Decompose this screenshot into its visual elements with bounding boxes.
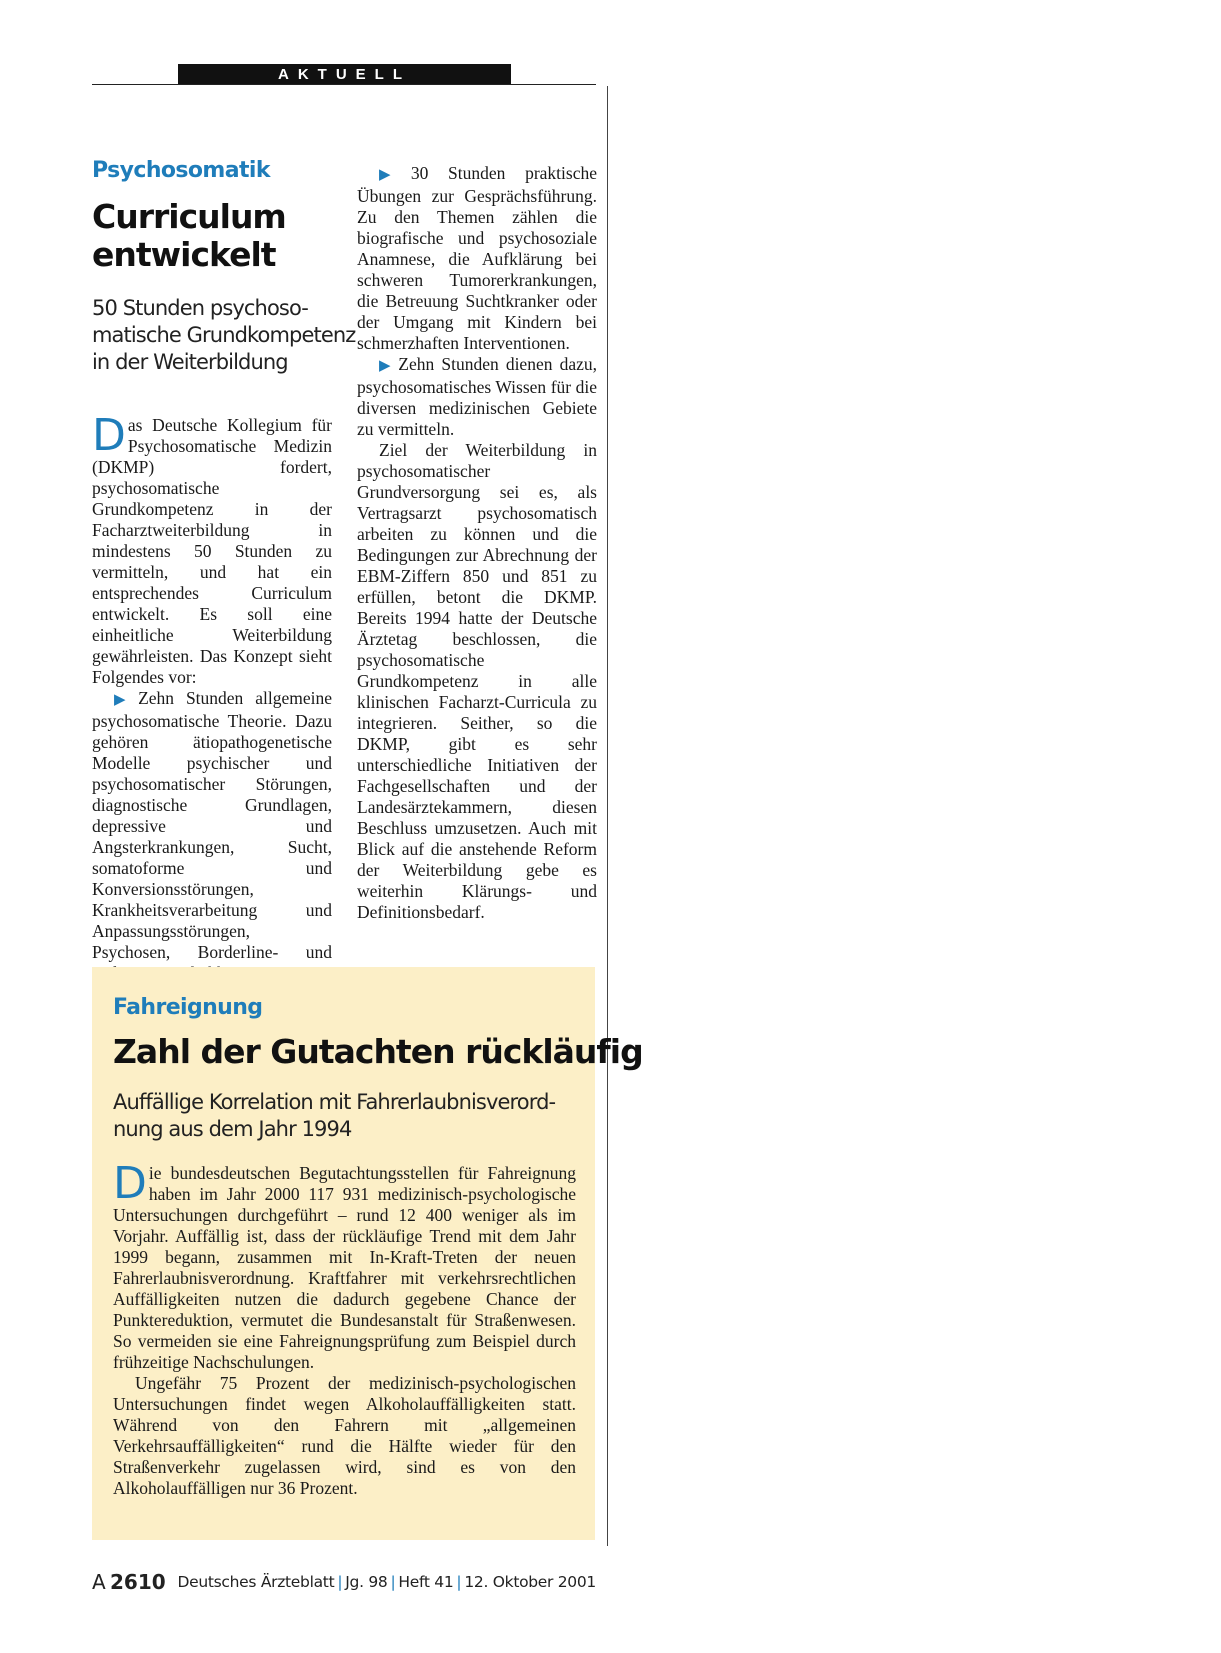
article1-kicker: Psychosomatik	[92, 158, 270, 183]
page-number: 2610	[110, 1570, 166, 1594]
article2-subhead	[113, 1089, 555, 1143]
journal-volume: Jg. 98	[345, 1573, 388, 1591]
paragraph: Ziel der Weiterbildung in psychosomatischer Grundversorgung sei es, als Vertragsarzt psychosomatisch arbeiten zu können und die Bedingungen zur Abrechnung der EBM-Ziffern 850 und 851 zu erfüllen, betont die DKMP. Bereits 1994 hatte der Deutsche Ärztetag beschlossen, die psychosomatische Grundkompetenz in alle klinischen Facharzt-Curricula zu integrieren. Seither, so die DKMP, gibt es sehr unterschiedliche Initiativen der Fachgesellschaften und der Landesärztekammern, diesen Beschluss umzusetzen. Auch mit Blick auf die anstehende Reform der Weiterbildung gebe es weiterhin Klärungs- und Definitionsbedarf.	[357, 440, 597, 922]
paragraph-text: as Deutsche Kollegium für Psychosomatische Medizin (DKMP) fordert, psychosomatische Grundkompetenz in der Facharztweiterbildung in mindestens 50 Stunden zu vermitteln, und hat ein entsprechendes Curriculum entwickelt. Es soll eine einheitliche Weiterbildung gewährleisten. Das Konzept sieht Folgendes vor:	[92, 415, 332, 687]
page-prefix: A	[92, 1570, 106, 1594]
drop-cap: D	[92, 410, 126, 461]
paragraph	[357, 354, 597, 440]
article1-column-right	[357, 163, 597, 923]
subhead-line: nung aus dem Jahr 1994	[113, 1117, 352, 1141]
article2-body	[113, 1158, 576, 1499]
paragraph	[357, 163, 597, 354]
subhead-line: Auffällige Korrelation mit Fahrerlaubnisverord-	[113, 1090, 556, 1114]
paragraph	[113, 1158, 576, 1373]
paragraph	[92, 410, 332, 688]
separator: |	[456, 1573, 462, 1591]
journal-name: Deutsches Ärzteblatt	[177, 1573, 335, 1591]
article1-subhead	[92, 295, 355, 376]
article2-kicker: Fahreignung	[113, 995, 263, 1020]
subhead-line: 50 Stunden psychoso-	[92, 296, 308, 320]
journal-date: 12. Oktober 2001	[464, 1573, 596, 1591]
article1-column-left	[92, 410, 332, 984]
subhead-line: matische Grundkompetenz	[92, 323, 356, 347]
triangle-right-icon: ▶	[114, 692, 134, 708]
journal-issue: Heft 41	[398, 1573, 454, 1591]
section-label: AKTUELL	[178, 64, 511, 85]
article2-headline: Zahl der Gutachten rückläufig	[113, 1032, 643, 1071]
triangle-right-icon: ▶	[379, 358, 394, 374]
top-rule	[92, 84, 596, 85]
separator: |	[337, 1573, 343, 1591]
paragraph-text: Zehn Stunden allgemeine psychosomatische Theorie. Dazu gehören ätiopathogenetische Modelle psychischer und psychosomatischer Störungen, diagnostische Grundlagen, depressive und Angsterkrankungen, Sucht, somatoforme und Konversionsstörungen, Krankheitsverarbeitung und Anpassungsstörungen, Psychosen, Borderline- und	[92, 688, 332, 962]
drop-cap: D	[113, 1158, 147, 1209]
paragraph-text: Zehn Stunden dienen dazu, psychosomatisches Wissen für die diversen medizinischen Gebiete zu vermitteln.	[357, 354, 597, 439]
paragraph-text: ie bundesdeutschen Begutachtungsstellen für Fahreignung haben im Jahr 2000 117 931 medizinisch-psychologische Untersuchungen durchgeführt – rund 12 400 weniger als im Vorjahr. Auffällig ist, dass der rückläufige Trend mit dem Jahr 1999 begann, zusammen mit In-Kraft-Treten der neuen Fahrerlaubnisverordnung. Kraftfahrer mit verkehrsrechtlichen Auffälligkeiten nutzen die dadurch gegebene Chance der Punktereduktion, vermutet die Bundesanstalt für Straßenwesen. So vermeiden sie eine Fahreignungsprüfung zum Beispiel durch frühzeitige Nachschulungen.	[113, 1163, 576, 1372]
paragraph	[92, 688, 332, 984]
paragraph-text: 30 Stunden praktische Übungen zur Gesprächsführung. Zu den Themen zählen die biografische und psychosoziale Anamnese, die Aufklärung bei schweren Tumorerkrankungen, die Betreuung Suchtkranker oder der Umgang mit Kindern bei schmerzhaften Interventionen.	[357, 163, 597, 353]
article1-headline	[92, 198, 286, 274]
headline-line: Curriculum	[92, 197, 286, 236]
triangle-right-icon: ▶	[379, 167, 406, 183]
headline-line: entwickelt	[92, 235, 276, 274]
page-footer	[92, 1570, 596, 1600]
separator: |	[390, 1573, 396, 1591]
journal-info	[177, 1573, 596, 1591]
paragraph: Ungefähr 75 Prozent der medizinisch-psychologischen Untersuchungen findet wegen Alkoholauffälligkeiten statt. Während von den Fahrern mit „allgemeinen Verkehrsauffälligkeiten“ rund die Hälfte wieder für den Straßenverkehr zugelassen wird, sind es von den Alkoholauffälligen nur 36 Prozent.	[113, 1373, 576, 1498]
column-rule	[607, 86, 608, 1546]
subhead-line: in der Weiterbildung	[92, 350, 288, 374]
